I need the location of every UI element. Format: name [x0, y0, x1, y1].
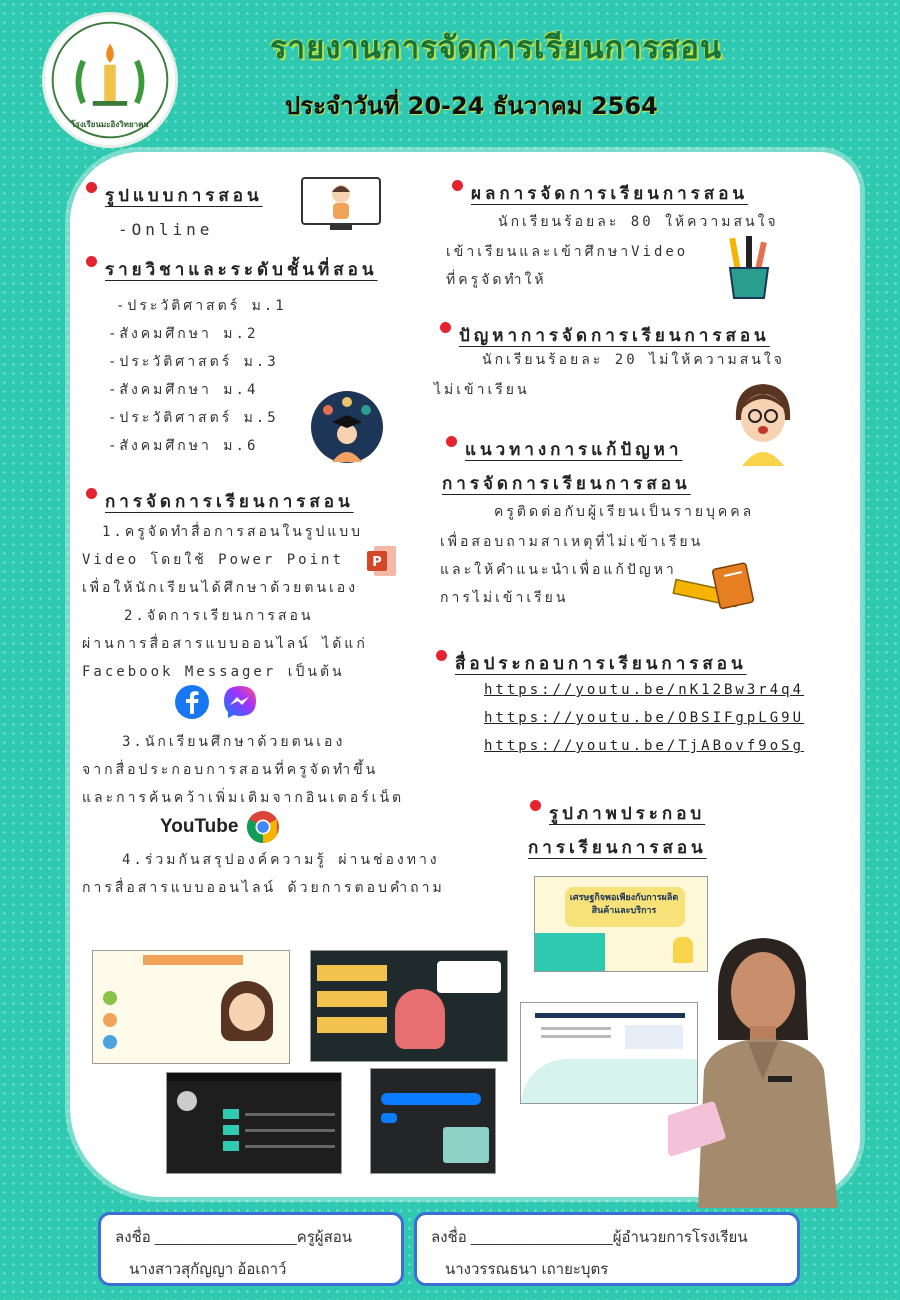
director-signature-line: ลงชื่อ _________________ผู้อำนวยการโรงเรียน: [431, 1229, 748, 1246]
management-line: จากสื่อประกอบการสอนที่ครูจัดทำขึ้น: [82, 762, 379, 778]
youtube-logo: YouTube: [160, 816, 239, 837]
facebook-icon: [174, 684, 210, 720]
school-logo-text: โรงเรียนมะอิงวิทยาคม: [71, 120, 149, 129]
media-heading: สื่อประกอบการเรียนการสอน: [436, 650, 747, 677]
problems-heading: ปัญหาการจัดการเรียนการสอน: [440, 322, 770, 349]
director-name: นางวรรณธนา เถายะบุตร: [445, 1261, 609, 1278]
teacher-online-icon: [300, 176, 382, 232]
video-link-1[interactable]: https://youtu.be/nK12Bw3r4q4: [484, 682, 805, 698]
dinosaur-slide-thumbnail: [310, 950, 508, 1062]
subject-item: -ประวัติศาสตร์ ม.5: [108, 410, 279, 426]
teacher-signature-line: ลงชื่อ _________________ครูผู้สอน: [115, 1229, 352, 1246]
management-line: เพื่อให้นักเรียนได้ศึกษาด้วยตนเอง: [82, 580, 359, 596]
messenger-chat-thumbnail: [370, 1068, 496, 1174]
subject-item: -สังคมศึกษา ม.2: [108, 326, 259, 342]
format-value: -Online: [118, 220, 214, 239]
video-link-3[interactable]: https://youtu.be/TjABovf9oSg: [484, 738, 805, 754]
management-line: Facebook Messager เป็นต้น: [82, 664, 345, 680]
messenger-icon: [222, 684, 258, 720]
photos-heading: รูปภาพประกอบ: [530, 800, 705, 827]
management-line: 4.ร่วมกันสรุปองค์ความรู้ ผ่านช่องทาง: [122, 852, 440, 868]
svg-text:P: P: [372, 555, 382, 570]
solution-line: และให้คำแนะนำเพื่อแก้ปัญหา: [440, 562, 677, 578]
management-line: 1.ครูจัดทำสื่อการสอนในรูปแบบ: [102, 524, 364, 540]
pencil-cup-icon: [724, 234, 774, 300]
youtube-studio-thumbnail: [166, 1072, 342, 1174]
subject-item: -ประวัติศาสตร์ ม.3: [108, 354, 279, 370]
subject-item: -สังคมศึกษา ม.6: [108, 438, 259, 454]
page-subtitle: ประจำวันที่ 20-24 ธันวาคม 2564: [285, 92, 658, 120]
management-line: การสื่อสารแบบออนไลน์ ด้วยการตอบคำถาม: [82, 880, 445, 896]
subjects-heading: รายวิชาและระดับชั้นที่สอน: [86, 256, 377, 283]
management-line: ผ่านการสื่อสารแบบออนไลน์ ได้แก่: [82, 636, 368, 652]
results-line: เข้าเรียนและเข้าศึกษาVideo: [446, 244, 689, 260]
teacher-signature-box: [98, 1212, 404, 1286]
problems-line: ไม่เข้าเรียน: [434, 382, 530, 398]
management-heading: การจัดการเรียนการสอน: [86, 488, 354, 515]
notebook-ruler-icon: [672, 562, 756, 612]
slide-thumbnail: เศรษฐกิจพอเพียงกับการผลิตสินค้าและบริการ: [534, 876, 708, 972]
management-line: Video โดยใช้ Power Point: [82, 552, 344, 568]
teacher-name: นางสาวสุกัญญา อ้อเถาว์: [129, 1261, 287, 1278]
graduate-icon: [310, 390, 384, 464]
powerpoint-icon: [366, 544, 398, 578]
format-heading: รูปแบบการสอน: [86, 182, 263, 209]
solution-heading: แนวทางการแก้ปัญหา: [446, 436, 682, 463]
director-signature-box: [414, 1212, 800, 1286]
teacher-photo: [668, 930, 850, 1208]
results-heading: ผลการจัดการเรียนการสอน: [452, 180, 748, 207]
chrome-icon: [246, 810, 280, 844]
page-title: รายงานการจัดการเรียนการสอน: [270, 30, 723, 66]
results-line: ที่ครูจัดทำให้: [446, 272, 547, 288]
solution-heading-line2: การจัดการเรียนการสอน: [442, 474, 691, 494]
lesson-slide-thumbnail: [92, 950, 290, 1064]
results-line: นักเรียนร้อยละ 80 ให้ความสนใจ: [498, 214, 779, 230]
solution-line: การไม่เข้าเรียน: [440, 590, 569, 606]
solution-line: ครูติดต่อกับผู้เรียนเป็นรายบุคคล: [494, 504, 755, 520]
management-line: 2.จัดการเรียนการสอน: [124, 608, 314, 624]
solution-line: เพื่อสอบถามสาเหตุที่ไม่เข้าเรียน: [440, 534, 704, 550]
photos-heading-line2: การเรียนการสอน: [528, 838, 707, 858]
problems-line: นักเรียนร้อยละ 20 ไม่ให้ความสนใจ: [482, 352, 785, 368]
management-line: และการค้นคว้าเพิ่มเติมจากอินเตอร์เน็ต: [82, 790, 405, 806]
girl-cartoon-icon: [728, 380, 798, 466]
subject-item: -ประวัติศาสตร์ ม.1: [116, 298, 287, 314]
video-link-2[interactable]: https://youtu.be/OBSIFgpLG9U: [484, 710, 805, 726]
management-line: 3.นักเรียนศึกษาด้วยตนเอง: [122, 734, 346, 750]
subject-item: -สังคมศึกษา ม.4: [108, 382, 259, 398]
